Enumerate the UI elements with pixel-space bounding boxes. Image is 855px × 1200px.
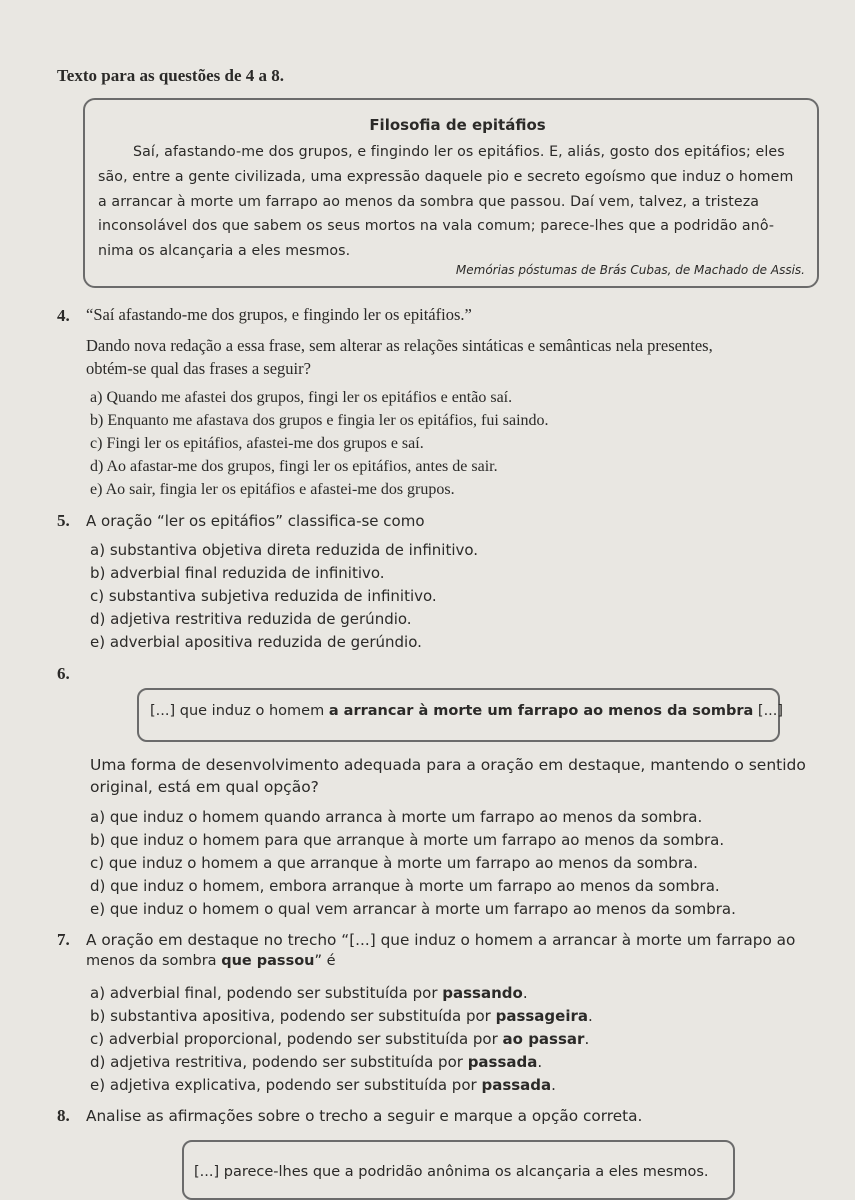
question-number: 4. — [57, 306, 70, 325]
highlight-text: [...] parece-lhes que a podridão anônima os alcançaria a eles mesmos. — [194, 1164, 709, 1180]
question-prompt: Analise as afirmações sobre o trecho a seguir e marque a opção correta. — [86, 1107, 643, 1125]
passage-title: Filosofia de epitáfios — [369, 116, 546, 134]
passage-line: inconsolável dos que sabem os seus mortos na vala comum; parece-lhes que a podridão anô- — [98, 218, 775, 234]
option-a: a) substantiva objetiva direta reduzida de infinitivo. — [90, 541, 479, 559]
option-b: b) Enquanto me afastava dos grupos e fingia ler os epitáfios, fui saindo. — [90, 412, 549, 429]
option-e: e) Ao sair, fingia ler os epitáfios e afastei-me dos grupos. — [90, 481, 455, 498]
option-e: e) adverbial apositiva reduzida de gerúndio. — [90, 633, 422, 651]
option-d: d) que induz o homem, embora arranque à morte um farrapo ao menos da sombra. — [90, 877, 720, 895]
option-a: a) adverbial final, podendo ser substituída por passando. — [90, 984, 528, 1002]
question-prompt: Uma forma de desenvolvimento adequada para a oração em destaque, mantendo o sentido — [90, 756, 806, 774]
option-c: c) que induz o homem a que arranque à morte um farrapo ao menos da sombra. — [90, 854, 698, 872]
option-d: d) Ao afastar-me dos grupos, fingi ler os epitáfios, antes de sair. — [90, 458, 498, 475]
question-quote: “Saí afastando-me dos grupos, e fingindo ler os epitáfios.” — [86, 305, 472, 324]
question-prompt: A oração em destaque no trecho “[...] que induz o homem a arrancar à morte um farrapo ao — [86, 931, 796, 949]
question-prompt: A oração “ler os epitáfios” classifica-se como — [86, 512, 425, 530]
highlight-text: [...] que induz o homem a arrancar à morte um farrapo ao menos da sombra [...] — [150, 703, 784, 719]
question-prompt: obtém-se qual das frases a seguir? — [86, 359, 311, 378]
question-number: 7. — [57, 930, 70, 949]
option-d: d) adjetiva restritiva reduzida de gerúndio. — [90, 610, 412, 628]
question-number: 5. — [57, 511, 70, 530]
passage-line: a arrancar à morte um farrapo ao menos da sombra que passou. Daí vem, talvez, a tristeza — [98, 194, 760, 210]
passage-line: Saí, afastando-me dos grupos, e fingindo ler os epitáfios. E, aliás, gosto dos epitáfios; eles — [133, 144, 785, 160]
option-e: e) que induz o homem o qual vem arrancar à morte um farrapo ao menos da sombra. — [90, 900, 736, 918]
section-header: Texto para as questões de 4 a 8. — [57, 66, 284, 85]
question-prompt: Dando nova redação a essa frase, sem alterar as relações sintáticas e semânticas nela presentes, — [86, 336, 713, 355]
passage-line: são, entre a gente civilizada, uma expressão daquele pio e secreto egoísmo que induz o homem — [98, 169, 794, 185]
option-c: c) adverbial proporcional, podendo ser substituída por ao passar. — [90, 1030, 590, 1048]
question-prompt: menos da sombra que passou” é — [86, 953, 336, 969]
option-b: b) substantiva apositiva, podendo ser substituída por passageira. — [90, 1007, 593, 1025]
question-number: 8. — [57, 1106, 70, 1125]
passage-source: Memórias póstumas de Brás Cubas, de Machado de Assis. — [455, 263, 805, 277]
option-c: c) substantiva subjetiva reduzida de infinitivo. — [90, 587, 437, 605]
option-b: b) adverbial final reduzida de infinitivo. — [90, 564, 385, 582]
question-number: 6. — [57, 664, 70, 683]
option-e: e) adjetiva explicativa, podendo ser substituída por passada. — [90, 1076, 556, 1094]
option-a: a) Quando me afastei dos grupos, fingi ler os epitáfios e então saí. — [90, 389, 513, 406]
passage-line: nima os alcançaria a eles mesmos. — [98, 243, 351, 259]
option-d: d) adjetiva restritiva, podendo ser substituída por passada. — [90, 1053, 543, 1071]
option-a: a) que induz o homem quando arranca à morte um farrapo ao menos da sombra. — [90, 808, 703, 826]
option-c: c) Fingi ler os epitáfios, afastei-me dos grupos e saí. — [90, 435, 424, 452]
question-prompt: original, está em qual opção? — [90, 778, 319, 796]
option-b: b) que induz o homem para que arranque à morte um farrapo ao menos da sombra. — [90, 831, 725, 849]
